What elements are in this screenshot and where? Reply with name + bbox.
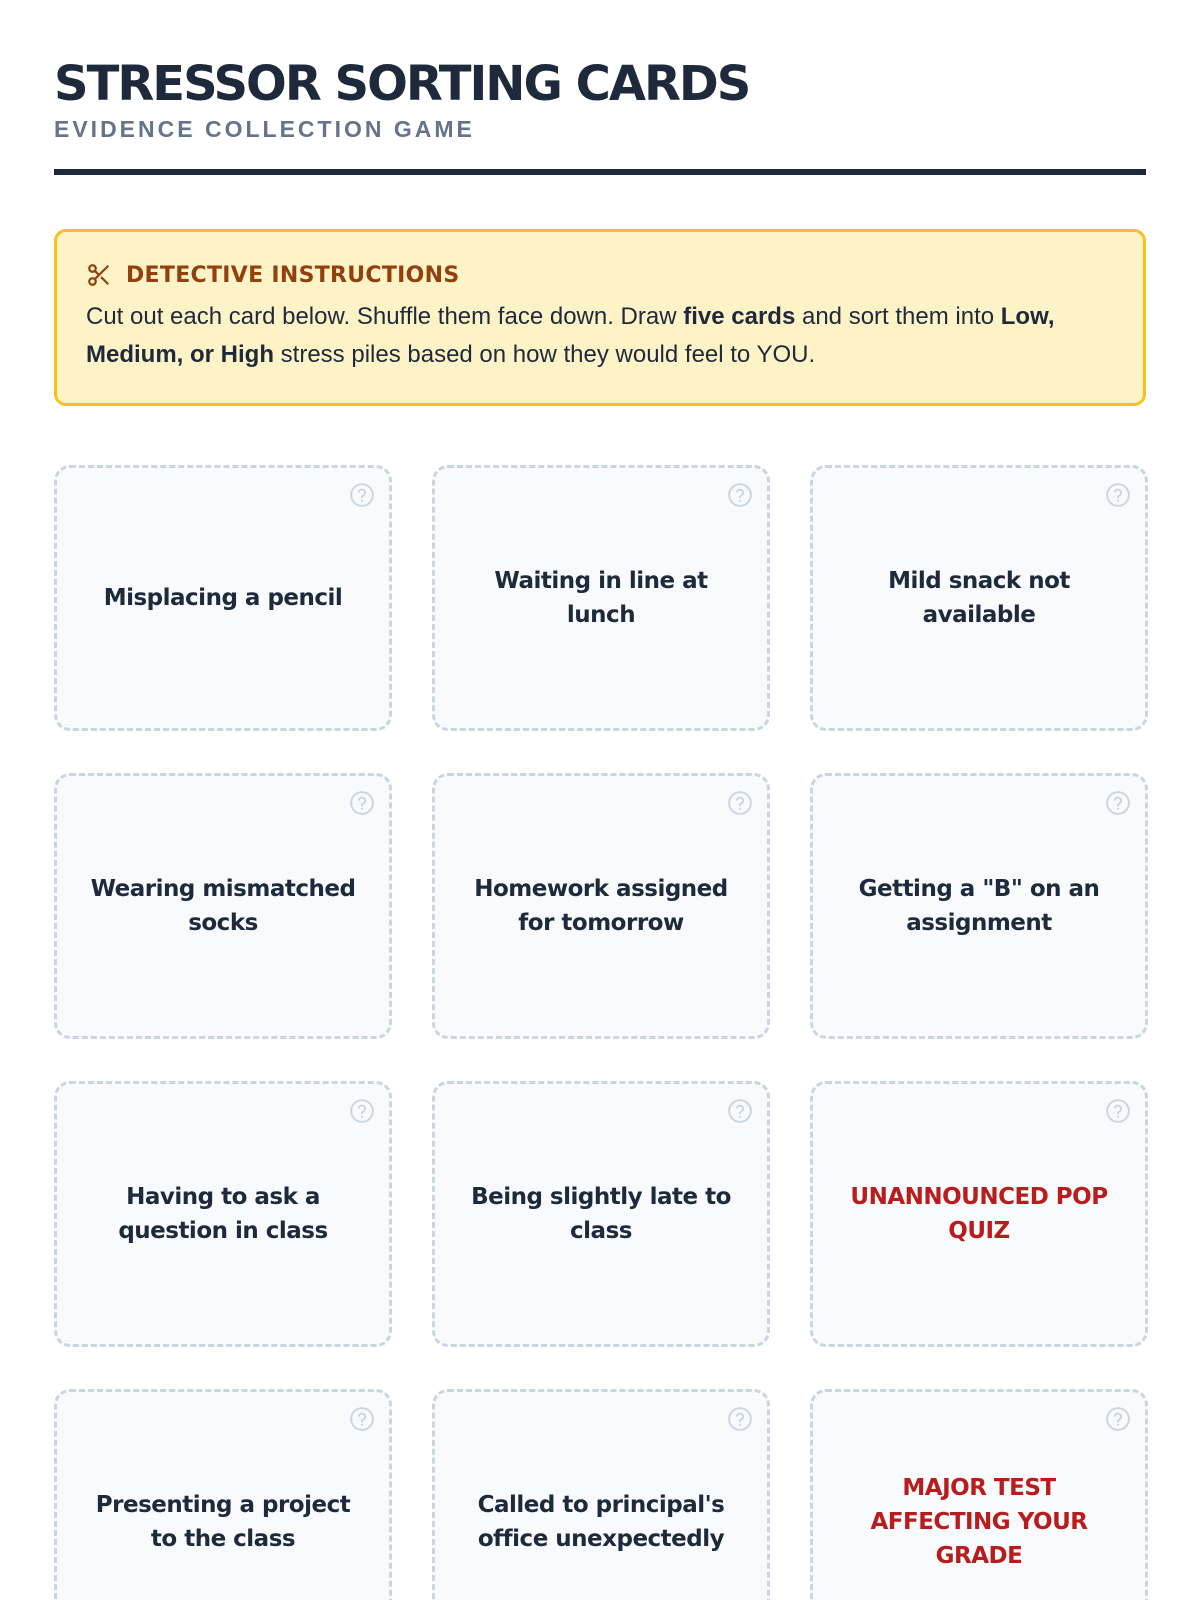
- stressor-card-label: MAJOR TEST AFFECTING YOUR GRADE: [870, 1475, 1088, 1569]
- question-circle-icon: [727, 790, 753, 816]
- stressor-card: [432, 1389, 770, 1600]
- stressor-card: [432, 465, 770, 731]
- question-circle-icon: [1105, 790, 1131, 816]
- stressor-card: [54, 773, 392, 1039]
- question-circle-icon: [727, 1098, 753, 1124]
- question-circle-icon: [349, 1406, 375, 1432]
- instructions-header: [86, 258, 1114, 292]
- instructions-text-2: and sort them into: [795, 303, 1001, 330]
- page-title: STRESSOR SORTING CARDS: [54, 56, 750, 112]
- stressor-card: [810, 465, 1148, 731]
- scissors-icon: [86, 262, 112, 288]
- instructions-text-1: Cut out each card below. Shuffle them face down. Draw: [86, 303, 684, 330]
- stressor-card-label: Waiting in line at lunch: [494, 568, 708, 628]
- stressor-card-label: Wearing mismatched socks: [90, 876, 356, 936]
- instructions-bold-1: five cards: [683, 303, 796, 330]
- stressor-card-label: UNANNOUNCED POP QUIZ: [850, 1184, 1108, 1244]
- stressor-card: [54, 1389, 392, 1600]
- stressor-card-label: Getting a "B" on an assignment: [858, 876, 1100, 936]
- question-circle-icon: [1105, 1406, 1131, 1432]
- question-circle-icon: [727, 482, 753, 508]
- stressor-card-label: Presenting a project to the class: [95, 1492, 351, 1552]
- stressor-card-label: Called to principal's office unexpectedly: [477, 1492, 725, 1552]
- stressor-card: [432, 773, 770, 1039]
- question-circle-icon: [349, 482, 375, 508]
- question-circle-icon: [349, 790, 375, 816]
- stressor-card-label: Homework assigned for tomorrow: [474, 876, 728, 936]
- stressor-card-label: Being slightly late to class: [471, 1184, 731, 1244]
- stressor-card: [810, 1389, 1148, 1600]
- header-divider: [54, 169, 1146, 175]
- stressor-card: [432, 1081, 770, 1347]
- card-grid: [54, 465, 1148, 1600]
- question-circle-icon: [349, 1098, 375, 1124]
- question-circle-icon: [727, 1406, 753, 1432]
- instructions-box: [54, 229, 1146, 406]
- page-subtitle: EVIDENCE COLLECTION GAME: [54, 116, 475, 142]
- instructions-text: [86, 298, 1114, 374]
- stressor-card: [810, 1081, 1148, 1347]
- stressor-card-label: Mild snack not available: [888, 568, 1070, 628]
- stressor-card: [810, 773, 1148, 1039]
- instructions-text-3: stress piles based on how they would feel to YOU.: [274, 341, 816, 368]
- header: [54, 0, 1146, 175]
- instructions-bold-2: Low, Medium, or High: [86, 303, 1055, 368]
- stressor-card: [54, 465, 392, 731]
- question-circle-icon: [1105, 482, 1131, 508]
- stressor-card-label: Misplacing a pencil: [103, 585, 343, 611]
- stressor-card-label: Having to ask a question in class: [118, 1184, 328, 1244]
- stressor-card: [54, 1081, 392, 1347]
- instructions-title: DETECTIVE INSTRUCTIONS: [126, 262, 460, 288]
- question-circle-icon: [1105, 1098, 1131, 1124]
